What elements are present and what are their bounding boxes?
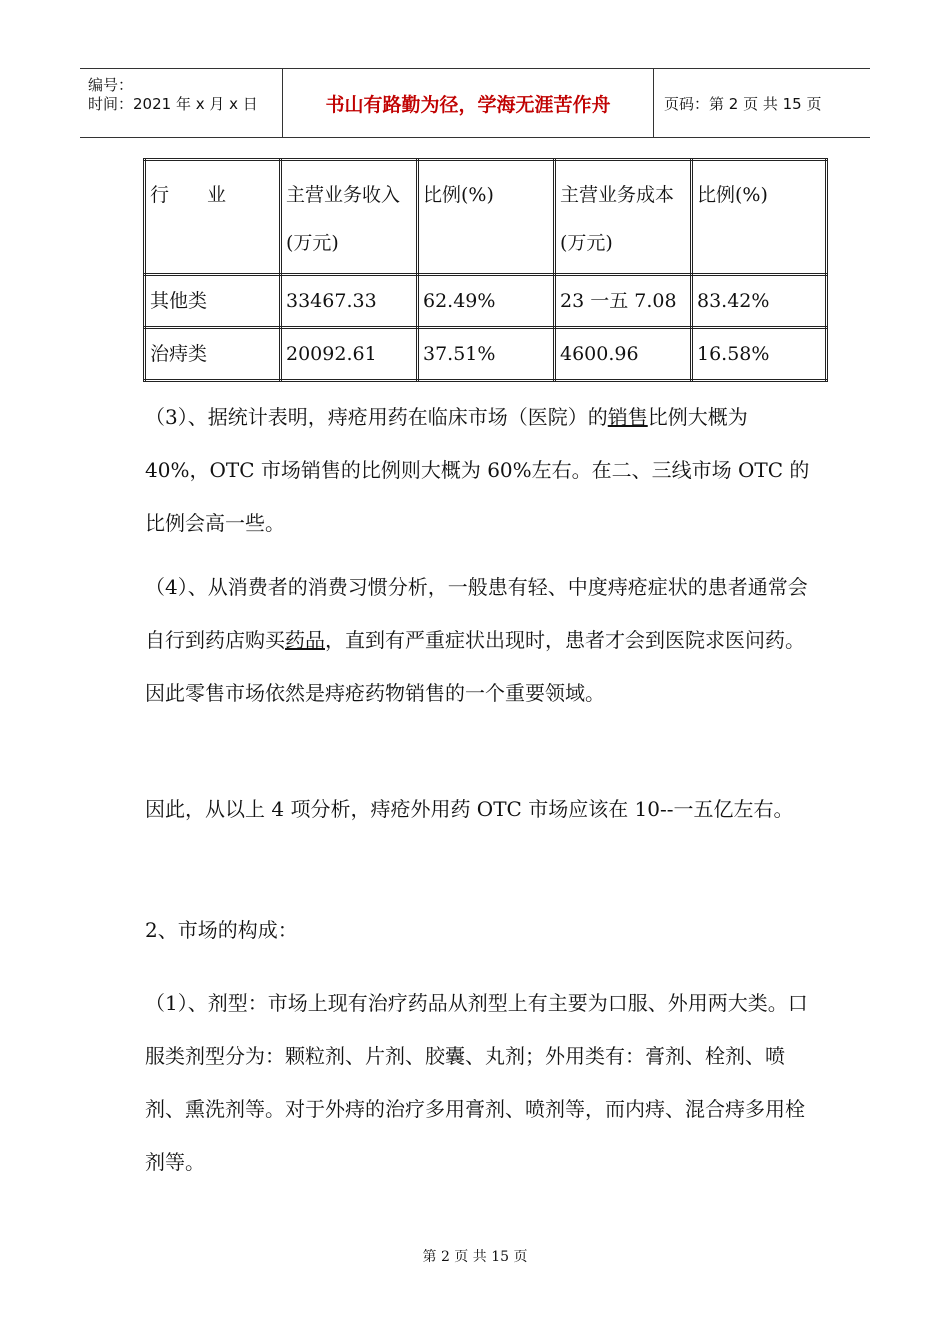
- page-footer: 第 2 页 共 15 页: [422, 1249, 528, 1265]
- header-page-info: 页码：第 2 页 共 15 页: [664, 94, 822, 113]
- header-cell-revenue: 主营业务收入(万元): [281, 160, 418, 275]
- table-cell: 62.49%: [418, 275, 555, 328]
- table-cell: 16.58%: [692, 328, 827, 381]
- sales-link[interactable]: 销售: [607, 405, 648, 429]
- paragraph-4: [145, 561, 815, 720]
- paragraph-text: 比例大概为 40%，OTC 市场销售的比例则大概为 60%左右。在二、三线市场 OTC 的比例会高一些。: [145, 405, 810, 535]
- table-row: [145, 275, 827, 328]
- table-cell: 治痔类: [145, 328, 281, 381]
- table-cell: 33467.33: [281, 275, 418, 328]
- time-label: 时间：2021 年 x 月 x 日: [88, 95, 258, 113]
- paragraph-text: （4）、从消费者的消费习惯分析，一般患有轻、中度痔疮症状的患者通常会自行到药店购买: [145, 575, 808, 652]
- industry-table: [143, 158, 828, 382]
- table-cell: 其他类: [145, 275, 281, 328]
- header-cell-cost: 主营业务成本(万元): [555, 160, 692, 275]
- table-cell: 4600.96: [555, 328, 692, 381]
- header-motto: 书山有路勤为径，学海无涯苦作舟: [283, 69, 654, 137]
- table-row: [145, 328, 827, 381]
- header-meta: [80, 69, 283, 137]
- paragraph-text: （3）、据统计表明，痔疮用药在临床市场（医院）的: [145, 405, 608, 429]
- table-header-row: [145, 160, 827, 275]
- header-cell-industry: 行 业: [145, 160, 281, 275]
- paragraph-5: 因此，从以上 4 项分析，痔疮外用药 OTC 市场应该在 10--一五亿左右。: [145, 797, 794, 821]
- table-cell: 20092.61: [281, 328, 418, 381]
- header-cell-ratio: 比例(%): [418, 160, 555, 275]
- table-cell: 83.42%: [692, 275, 827, 328]
- paragraph-7: （1）、剂型：市场上现有治疗药品从剂型上有主要为口服、外用两大类。口服类剂型分为：颗粒剂、片剂、胶囊、丸剂；外用类有：膏剂、栓剂、喷剂、熏洗剂等。对于外痔的治疗多用膏剂、喷剂等，而内痔、混合痔多用栓剂等。: [145, 991, 808, 1174]
- paragraph-3: [145, 391, 815, 550]
- table-cell: 23 一五 7.08: [555, 275, 692, 328]
- serial-label: 编号：: [88, 76, 134, 94]
- table-cell: 37.51%: [418, 328, 555, 381]
- page-header: [80, 68, 870, 138]
- medicine-link[interactable]: 药品: [285, 628, 325, 652]
- header-cell-ratio2: 比例(%): [692, 160, 827, 275]
- paragraph-text: ，直到有严重症状出现时，患者才会到医院求医问药。因此零售市场依然是痔疮药物销售的一个重要领域。: [145, 628, 805, 705]
- section-heading: 2、市场的构成：: [145, 918, 298, 942]
